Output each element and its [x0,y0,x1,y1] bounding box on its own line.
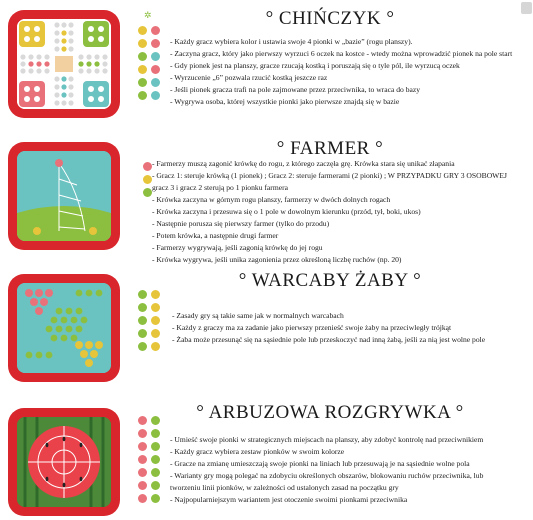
color-dots [138,414,164,505]
rule-item: - Farmerzy wygrywają, jeśli zagonią krówkę do jej rogu [152,243,323,252]
rules-list [152,158,507,266]
section-title: ° FARMER ° [276,138,384,159]
color-dots [138,288,164,353]
color-dots [138,24,164,102]
rule-item: gracz 3 i gracz 2 sterują po 1 pionku farmera [152,183,288,192]
watermelon-board-icon [17,417,111,507]
scrollbar[interactable] [520,0,533,520]
rules-list [170,434,483,506]
section-farmer [0,130,520,264]
rule-item: - Następnie porusza się pierwszy farmer (tylko do przodu) [152,219,330,228]
section-warcaby-zaby [0,258,520,390]
chinczyk-board-image [8,10,120,118]
farmer-board-image [8,142,120,250]
frog-checkers-board-image [8,274,120,382]
frog-checkers-board-icon [17,283,111,373]
rule-item: tworzeniu linii pionków, w zależności od ustalonych zasad na początku gry [170,483,399,492]
rule-item: - Zasady gry są takie same jak w normalnych warcabach [172,311,344,320]
scrollbar-thumb[interactable] [521,2,532,14]
farmer-board-icon [17,151,111,241]
section-title: ° CHIŃCZYK ° [265,8,395,29]
rules-list [170,36,512,108]
rule-item: - Jeśli pionek gracza trafi na pole zajmowane przez przeciwnika, to wraca do bazy [170,85,421,94]
section-title: ° WARCABY ŻABY ° [238,270,422,291]
rule-item: - Gdy pionek jest na planszy, gracze rzucają kostką i poruszają się o tyle pól, ile wyrzucą oczek [170,61,460,70]
section-chinczyk [0,0,520,130]
rule-item: - Gracze na zmianę umieszczają swoje pionki na liniach lub przesuwają je na sąsiednie wolne pola [170,459,470,468]
rule-item: - Krówka zaczyna i przesuwa się o 1 pole w dowolnym kierunku (przód, tył, boki, ukos) [152,207,421,216]
rule-item: - Warianty gry mogą polegać na zdobyciu określonych obszarów, blokowaniu ruchów przeciwnika, lub [170,471,484,480]
section-arbuzowa-rozgrywka [0,390,520,520]
rule-item: - Farmerzy muszą zagonić krówkę do rogu, z którego zaczęła grę. Krówka stara się unikać złapania [152,159,455,168]
sparkle-icon: ✲ [144,10,152,20]
rule-item: - Potem krówka, a następnie drugi farmer [152,231,279,240]
rules-list [172,310,485,346]
rule-item: - Najpopularniejszym wariantem jest otoczenie swoimi pionkami przeciwnika [170,495,408,504]
rule-item: - Gracz 1: steruje krówką (1 pionek) ; Gracz 2: steruje farmerami (2 pionki) ; W PRZYPADKU GRY 3 OSOBOWEJ [152,171,507,180]
rule-item: - Każdy gracz wybiera kolor i ustawia swoje 4 pionki w „bazie” (rogu planszy). [170,37,413,46]
rule-item: - Krówka zaczyna w górnym rogu planszy, farmerzy w dwóch dolnych rogach [152,195,391,204]
section-title: ° ARBUZOWA ROZGRYWKA ° [196,402,464,423]
rule-item: - Wygrywa osoba, której wszystkie pionki jako pierwsze znajdą się w bazie [170,97,400,106]
rule-item: - Krówka wygrywa, jeśli unika zagonienia przez określoną liczbę ruchów (np. 20) [152,255,402,264]
watermelon-board-image [8,408,120,516]
rule-item: - Każdy gracz wybiera zestaw pionków w swoim kolorze [170,447,345,456]
rule-item: - Umieść swoje pionki w strategicznych miejscach na planszy, aby zdobyć kontrolę nad przeciwnikiem [170,435,484,444]
rule-item: - Żaba może przesunąć się na sąsiednie pole lub przeskoczyć nad inną żabą, jeśli za nią jest wolne pole [172,335,486,344]
rule-item: - Zaczyna gracz, który jako pierwszy wyrzuci 6 oczek na kostce - wtedy można wprowadzić pionek na pole start [170,49,513,58]
chinczyk-board-icon [17,19,111,109]
rule-item: - Każdy z graczy ma za zadanie jako pierwszy przenieść swoje żaby na przeciwległy trójkąt [172,323,452,332]
rule-item: - Wyrzucenie „6” pozwala rzucić kostką jeszcze raz [170,73,328,82]
